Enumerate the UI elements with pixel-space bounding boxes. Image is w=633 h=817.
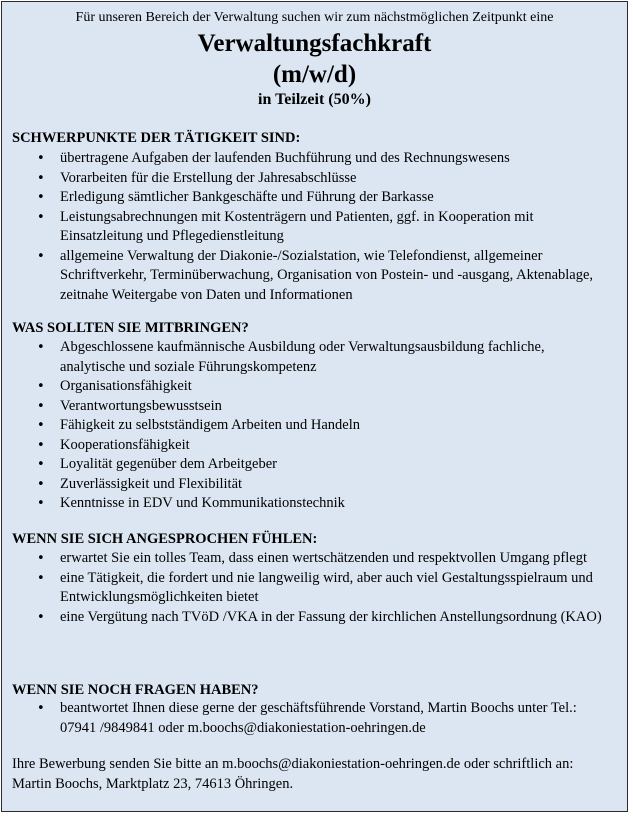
section-heading-questions: WENN SIE NOCH FRAGEN HABEN? (12, 682, 259, 698)
list-item: • Abgeschlossene kaufmännische Ausbildung oder Verwaltungsausbildung fachliche, analytische und soziale Führungskompetenz (60, 338, 612, 377)
list-item: • Erledigung sämtlicher Bankgeschäfte und Führung der Barkasse (60, 188, 612, 208)
employment-type: in Teilzeit (50%) (258, 91, 371, 108)
intro-text: Für unseren Bereich der Verwaltung suchen wir zum nächstmöglichen Zeitpunkt eine (75, 10, 554, 25)
questions-list (60, 699, 612, 738)
requirements-list (60, 338, 612, 514)
list-item: • allgemeine Verwaltung der Diakonie-/Sozialstation, wie Telefondienst, allgemeiner Schriftverkehr, Terminüberwachung, Organisation von Postein- und -ausgang, Aktenablage, zeitnahe Weitergabe von Daten und Informationen (60, 247, 612, 306)
application-instructions: Ihre Bewerbung senden Sie bitte an m.boochs@diakoniestation-oehringen.de oder schriftlich an: Martin Boochs, Marktplatz 23, 74613 Öhringen. (12, 756, 574, 792)
list-item: • übertragene Aufgaben der laufenden Buchführung und des Rechnungswesens (60, 149, 612, 169)
list-item: • Fähigkeit zu selbstständigem Arbeiten und Handeln (60, 416, 612, 436)
list-item: • erwartet Sie ein tolles Team, dass einen wertschätzenden und respektvollen Umgang pflegt (60, 549, 612, 569)
list-item: • Kenntnisse in EDV und Kommunikationstechnik (60, 494, 612, 514)
list-item: • Verantwortungsbewusstsein (60, 397, 612, 417)
job-title: Verwaltungsfachkraft (197, 30, 432, 57)
list-item: • beantwortet Ihnen diese gerne der geschäftsführende Vorstand, Martin Boochs unter Tel.: 07941 /9849841 oder m.boochs@diakoniestation-oehringen.de (60, 699, 612, 738)
section-heading-requirements: WAS SOLLTEN SIE MITBRINGEN? (12, 320, 249, 336)
list-item: • eine Vergütung nach TVöD /VKA in der Fassung der kirchlichen Anstellungsordnung (KAO) (60, 608, 612, 628)
list-item: • eine Tätigkeit, die fordert und nie langweilig wird, aber auch viel Gestaltungsspielraum und Entwicklungsmöglichkeiten bietet (60, 569, 612, 608)
section-heading-offer: WENN SIE SICH ANGESPROCHEN FÜHLEN: (12, 531, 318, 547)
tasks-list (60, 149, 612, 305)
list-item: • Loyalität gegenüber dem Arbeitgeber (60, 455, 612, 475)
list-item: • Zuverlässigkeit und Flexibilität (60, 475, 612, 495)
list-item: • Kooperationsfähigkeit (60, 436, 612, 456)
job-advertisement (1, 1, 628, 812)
list-item: • Vorarbeiten für die Erstellung der Jahresabschlüsse (60, 169, 612, 189)
list-item: • Organisationsfähigkeit (60, 377, 612, 397)
offer-list (60, 549, 612, 627)
section-heading-tasks: SCHWERPUNKTE DER TÄTIGKEIT SIND: (12, 130, 301, 146)
gender-note: (m/w/d) (272, 61, 357, 88)
list-item: • Leistungsabrechnungen mit Kostenträgern und Patienten, ggf. in Kooperation mit Einsatzleitung und Pflegedienstleitung (60, 208, 612, 247)
